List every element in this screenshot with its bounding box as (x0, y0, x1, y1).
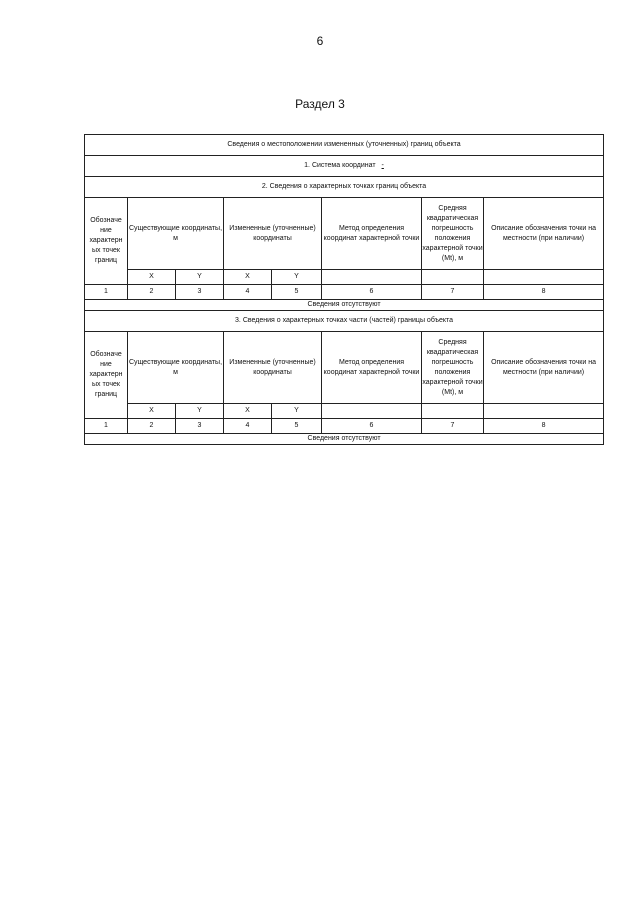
block2-col-number: 2 (128, 419, 176, 434)
boundaries-table (84, 134, 604, 445)
block2-header-changed: Измененные (уточненные) координаты (224, 332, 322, 404)
block1-xy-empty-method (322, 270, 422, 285)
block2-title: 3. Сведения о характерных точках части (частей) границы объекта (85, 311, 604, 332)
block1-col-number: 4 (224, 285, 272, 300)
block1-header-error: Средняя квадратическая погрешность положения характерной точки (Mt), м (422, 198, 484, 270)
block2-xy-empty-error (422, 404, 484, 419)
block1-note: Сведения отсутствуют (85, 300, 604, 311)
block1-col-number: 8 (484, 285, 604, 300)
coordinate-system-label: 1. Система координат (304, 162, 376, 169)
block2-col-number: 4 (224, 419, 272, 434)
block1-title: 2. Сведения о характерных точках границ объекта (85, 177, 604, 198)
coordinate-system-value: - (381, 162, 384, 169)
block2-col-number: 5 (272, 419, 322, 434)
block1-header-existing: Существующие координаты, м (128, 198, 224, 270)
block1-x-changed: X (224, 270, 272, 285)
block1-header-designation: Обозначе ние характерн ых точек границ (85, 198, 128, 285)
block2-x-changed: X (224, 404, 272, 419)
block2-header-method: Метод определения координат характерной точки (322, 332, 422, 404)
block1-xy-empty-error (422, 270, 484, 285)
block1-col-number: 1 (85, 285, 128, 300)
block2-col-number: 6 (322, 419, 422, 434)
block1-col-number: 5 (272, 285, 322, 300)
block1-col-number: 3 (176, 285, 224, 300)
section-title: Раздел 3 (295, 97, 345, 111)
block2-y-changed: Y (272, 404, 322, 419)
block1-header-changed: Измененные (уточненные) координаты (224, 198, 322, 270)
block2-xy-empty-description (484, 404, 604, 419)
block2-col-number: 1 (85, 419, 128, 434)
block2-header-error: Средняя квадратическая погрешность положения характерной точки (Mt), м (422, 332, 484, 404)
block1-xy-empty-description (484, 270, 604, 285)
block2-col-number: 3 (176, 419, 224, 434)
block1-y-existing: Y (176, 270, 224, 285)
block1-header-description: Описание обозначения точки на местности (при наличии) (484, 198, 604, 270)
block2-col-number: 7 (422, 419, 484, 434)
block2-header-existing: Существующие координаты, м (128, 332, 224, 404)
coordinate-system-row (85, 156, 604, 177)
block2-note: Сведения отсутствуют (85, 434, 604, 445)
block1-col-number: 7 (422, 285, 484, 300)
block2-header-designation: Обозначе ние характерн ых точек границ (85, 332, 128, 419)
block1-y-changed: Y (272, 270, 322, 285)
block1-col-number: 2 (128, 285, 176, 300)
page-number: 6 (316, 34, 324, 48)
block2-xy-empty-method (322, 404, 422, 419)
block2-col-number: 8 (484, 419, 604, 434)
block1-col-number: 6 (322, 285, 422, 300)
block1-header-method: Метод определения координат характерной точки (322, 198, 422, 270)
table-title: Сведения о местоположении измененных (уточненных) границ объекта (85, 135, 604, 156)
block2-y-existing: Y (176, 404, 224, 419)
block2-x-existing: X (128, 404, 176, 419)
block1-x-existing: X (128, 270, 176, 285)
block2-header-description: Описание обозначения точки на местности (при наличии) (484, 332, 604, 404)
